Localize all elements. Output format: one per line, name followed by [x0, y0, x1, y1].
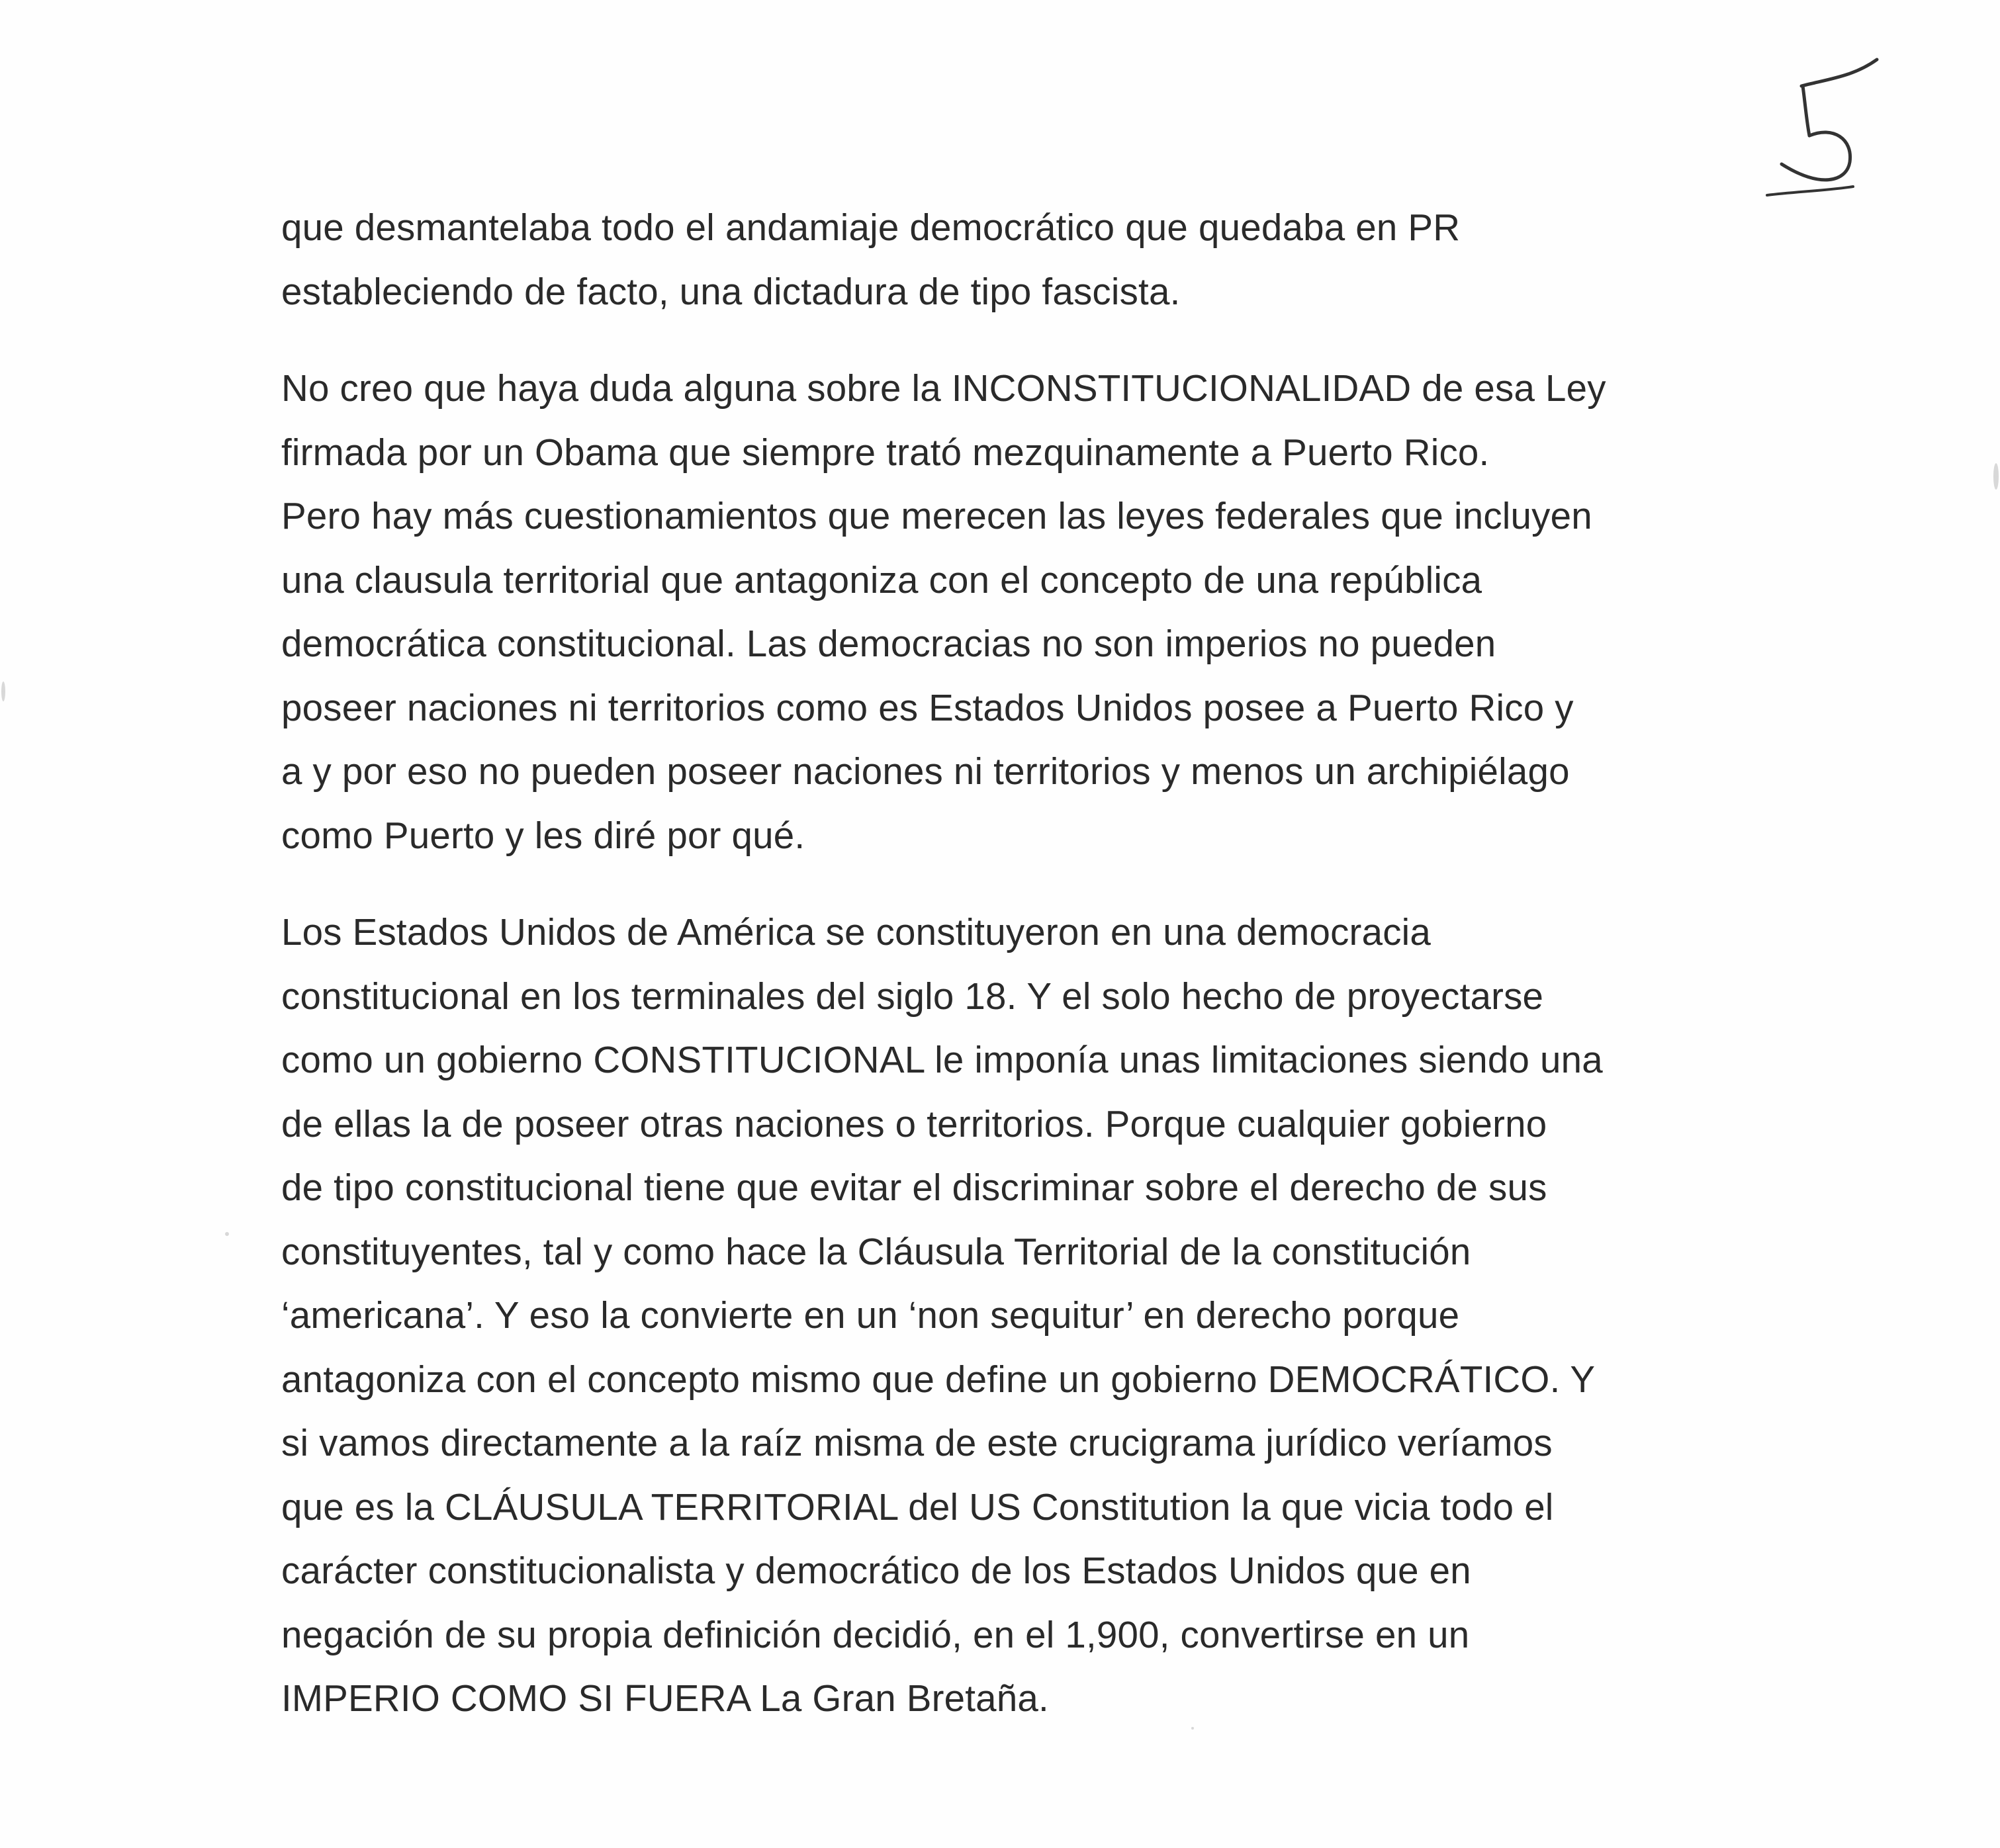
text-line: de tipo constitucional tiene que evitar el discriminar sobre el derecho de sus — [281, 1166, 1547, 1208]
text-line: que desmantelaba todo el andamiaje democrático que quedaba en PR — [281, 206, 1461, 248]
text-line: No creo que haya duda alguna sobre la INCONSTITUCIONALIDAD de esa Ley — [281, 367, 1606, 409]
text-line: negación de su propia definición decidió, en el 1,900, convertirse en un — [281, 1613, 1470, 1655]
text-line: Pero hay más cuestionamientos que merecen las leyes federales que incluyen — [281, 495, 1592, 537]
text-line: IMPERIO COMO SI FUERA La Gran Bretaña. — [281, 1677, 1049, 1719]
text-line: constituyentes, tal y como hace la Cláusula Territorial de la constitución — [281, 1230, 1471, 1272]
text-line: constitucional en los terminales del siglo 18. Y el solo hecho de proyectarse — [281, 975, 1544, 1017]
paragraph-2 — [281, 357, 1770, 867]
text-line: Los Estados Unidos de América se constituyeron en una democracia — [281, 911, 1432, 953]
text-line: como un gobierno CONSTITUCIONAL le imponía unas limitaciones siendo una — [281, 1039, 1603, 1080]
text-line: antagoniza con el concepto mismo que define un gobierno DEMOCRÁTICO. Y — [281, 1358, 1596, 1400]
handwritten-page-number — [1754, 53, 1899, 212]
text-line: estableciendo de facto, una dictadura de tipo fascista. — [281, 270, 1181, 312]
scan-speck — [1, 682, 5, 701]
scan-speck — [1993, 463, 1999, 490]
text-line: de ellas la de poseer otras naciones o territorios. Porque cualquier gobierno — [281, 1102, 1547, 1145]
text-line: si vamos directamente a la raíz misma de este crucigrama jurídico veríamos — [281, 1422, 1553, 1464]
body-text — [281, 196, 1770, 1764]
text-line: que es la CLÁUSULA TERRITORIAL del US Constitution la que vicia todo el — [281, 1485, 1554, 1528]
text-line: a y por eso no pueden poseer naciones ni territorios y menos un archipiélago — [281, 750, 1570, 792]
text-line: carácter constitucionalista y democrático de los Estados Unidos que en — [281, 1550, 1471, 1591]
text-line: democrática constitucional. Las democracias no son imperios no pueden — [281, 623, 1496, 664]
text-line: poseer naciones ni territorios como es Estados Unidos posee a Puerto Rico y — [281, 686, 1574, 728]
text-line: como Puerto y les diré por qué. — [281, 814, 805, 856]
scan-speck — [225, 1232, 229, 1236]
text-line: una clausula territorial que antagoniza con el concepto de una república — [281, 558, 1482, 601]
paragraph-3 — [281, 901, 1770, 1731]
scan-speck — [1191, 1727, 1194, 1730]
paragraph-1 — [281, 196, 1770, 324]
text-line: firmada por un Obama que siempre trató mezquinamente a Puerto Rico. — [281, 431, 1490, 473]
text-line: ‘americana’. Y eso la convierte en un ‘non sequitur’ en derecho porque — [281, 1294, 1460, 1336]
